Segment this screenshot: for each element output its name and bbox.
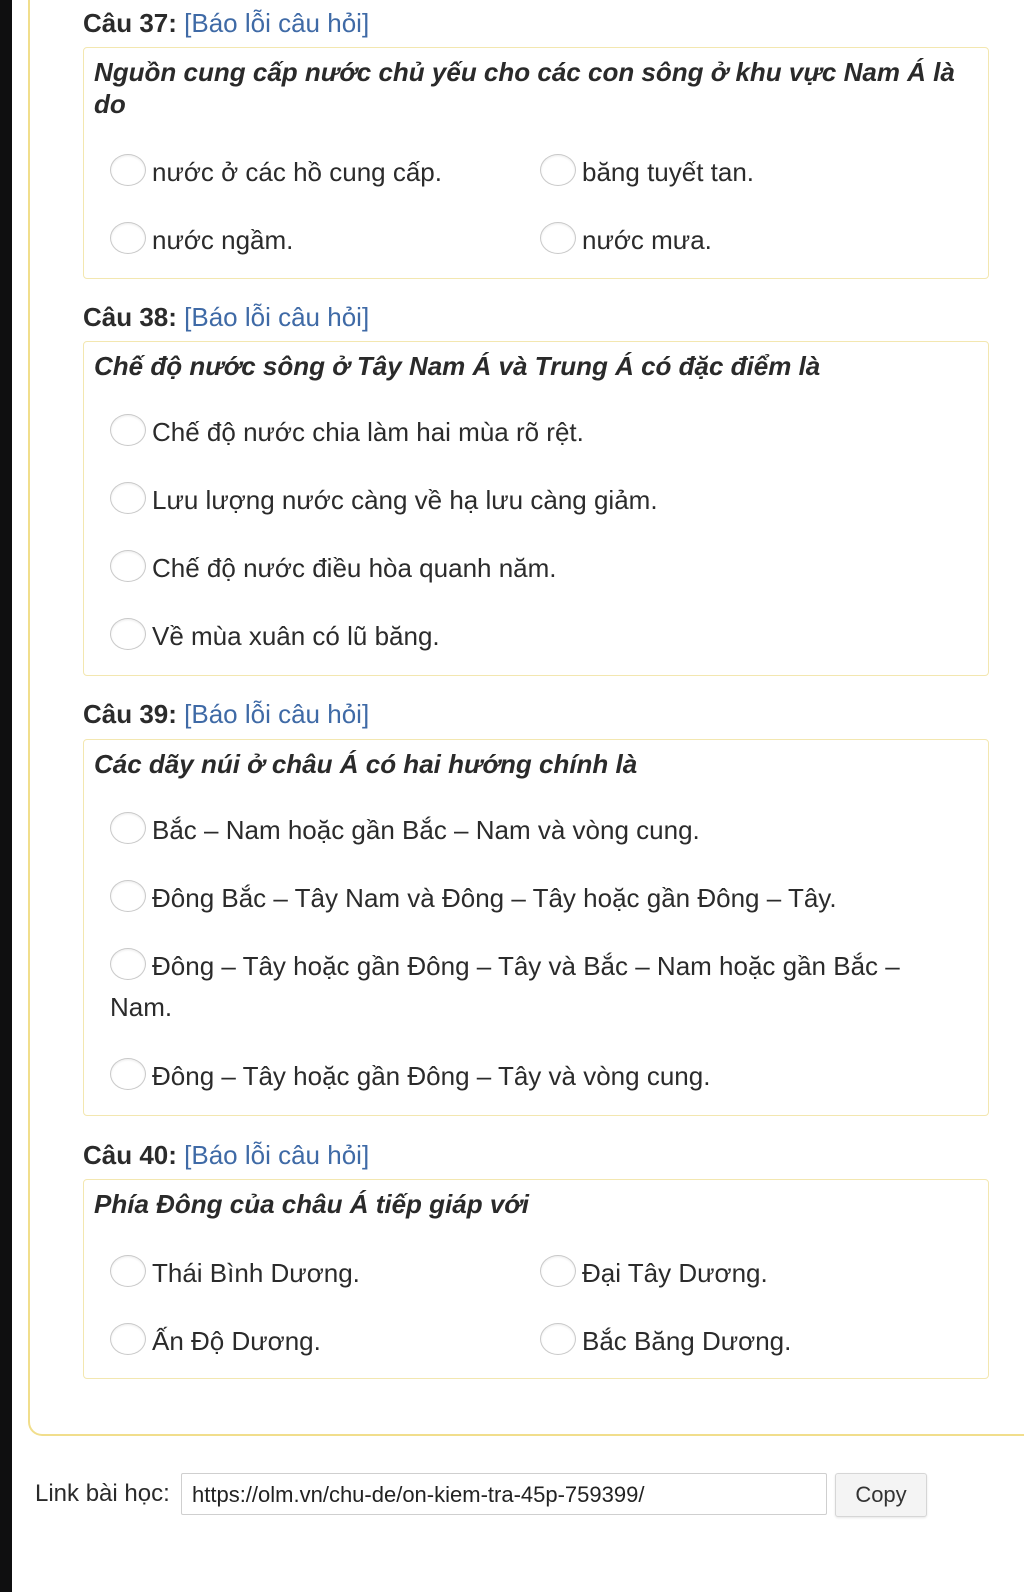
radio-button[interactable] <box>110 414 146 446</box>
question-40-box <box>83 1179 989 1379</box>
radio-button[interactable] <box>110 482 146 514</box>
report-link[interactable]: [Báo lỗi câu hỏi] <box>184 302 370 332</box>
radio-button[interactable] <box>110 1058 146 1090</box>
question-number: Câu 39: <box>83 699 177 729</box>
report-link[interactable]: [Báo lỗi câu hỏi] <box>184 699 370 729</box>
question-38-box <box>83 341 989 676</box>
radio-button[interactable] <box>110 880 146 912</box>
question-text: Chế độ nước sông ở Tây Nam Á và Trung Á có đặc điểm là <box>94 351 821 381</box>
option-label: nước ở các hồ cung cấp. <box>152 157 442 187</box>
question-text: Các dãy núi ở châu Á có hai hướng chính là <box>94 749 638 779</box>
question-37-header <box>83 8 369 39</box>
radio-button[interactable] <box>110 1255 146 1287</box>
radio-button[interactable] <box>110 154 146 186</box>
option-label: Đông – Tây hoặc gần Đông – Tây và Bắc – Nam hoặc gần Bắc – Nam. <box>110 951 900 1022</box>
option-label: Bắc – Nam hoặc gần Bắc – Nam và vòng cung. <box>152 815 700 845</box>
option-label: Về mùa xuân có lũ băng. <box>152 621 440 651</box>
option-label: Đông – Tây hoặc gần Đông – Tây và vòng cung. <box>152 1061 711 1091</box>
lesson-link-label: Link bài học: <box>35 1480 170 1507</box>
radio-button[interactable] <box>110 812 146 844</box>
option-label: nước mưa. <box>582 225 712 255</box>
option-label: Thái Bình Dương. <box>152 1258 360 1288</box>
question-text: Nguồn cung cấp nước chủ yếu cho các con sông ở khu vực Nam Á là do <box>94 57 955 119</box>
radio-button[interactable] <box>110 618 146 650</box>
radio-button[interactable] <box>110 222 146 254</box>
radio-button[interactable] <box>540 1323 576 1355</box>
question-number: Câu 40: <box>83 1140 177 1170</box>
question-39-box <box>83 739 989 1116</box>
report-link[interactable]: [Báo lỗi câu hỏi] <box>184 1140 370 1170</box>
option-label: Lưu lượng nước càng về hạ lưu càng giảm. <box>152 485 658 515</box>
question-40-header <box>83 1140 369 1171</box>
option-label: Ấn Độ Dương. <box>152 1326 321 1356</box>
option[interactable] <box>110 948 950 1028</box>
radio-button[interactable] <box>540 222 576 254</box>
report-link[interactable]: [Báo lỗi câu hỏi] <box>184 8 370 38</box>
option-label: nước ngầm. <box>152 225 294 255</box>
radio-button[interactable] <box>540 154 576 186</box>
radio-button[interactable] <box>540 1255 576 1287</box>
question-38-header <box>83 302 369 333</box>
option-label: Đông Bắc – Tây Nam và Đông – Tây hoặc gần Đông – Tây. <box>152 883 837 913</box>
left-edge-bar <box>0 0 12 1592</box>
question-text: Phía Đông của châu Á tiếp giáp với <box>94 1189 529 1219</box>
question-39-header <box>83 699 369 730</box>
radio-button[interactable] <box>110 550 146 582</box>
radio-button[interactable] <box>110 948 146 980</box>
question-37-box <box>83 47 989 279</box>
radio-button[interactable] <box>110 1323 146 1355</box>
question-number: Câu 37: <box>83 8 177 38</box>
option-label: băng tuyết tan. <box>582 157 755 187</box>
option-label: Bắc Băng Dương. <box>582 1326 792 1356</box>
option-label: Đại Tây Dương. <box>582 1258 768 1288</box>
question-number: Câu 38: <box>83 302 177 332</box>
copy-button[interactable]: Copy <box>835 1473 927 1517</box>
option-label: Chế độ nước chia làm hai mùa rõ rệt. <box>152 417 584 447</box>
option-label: Chế độ nước điều hòa quanh năm. <box>152 553 557 583</box>
lesson-url-field[interactable]: https://olm.vn/chu-de/on-kiem-tra-45p-759399/ <box>181 1473 827 1515</box>
